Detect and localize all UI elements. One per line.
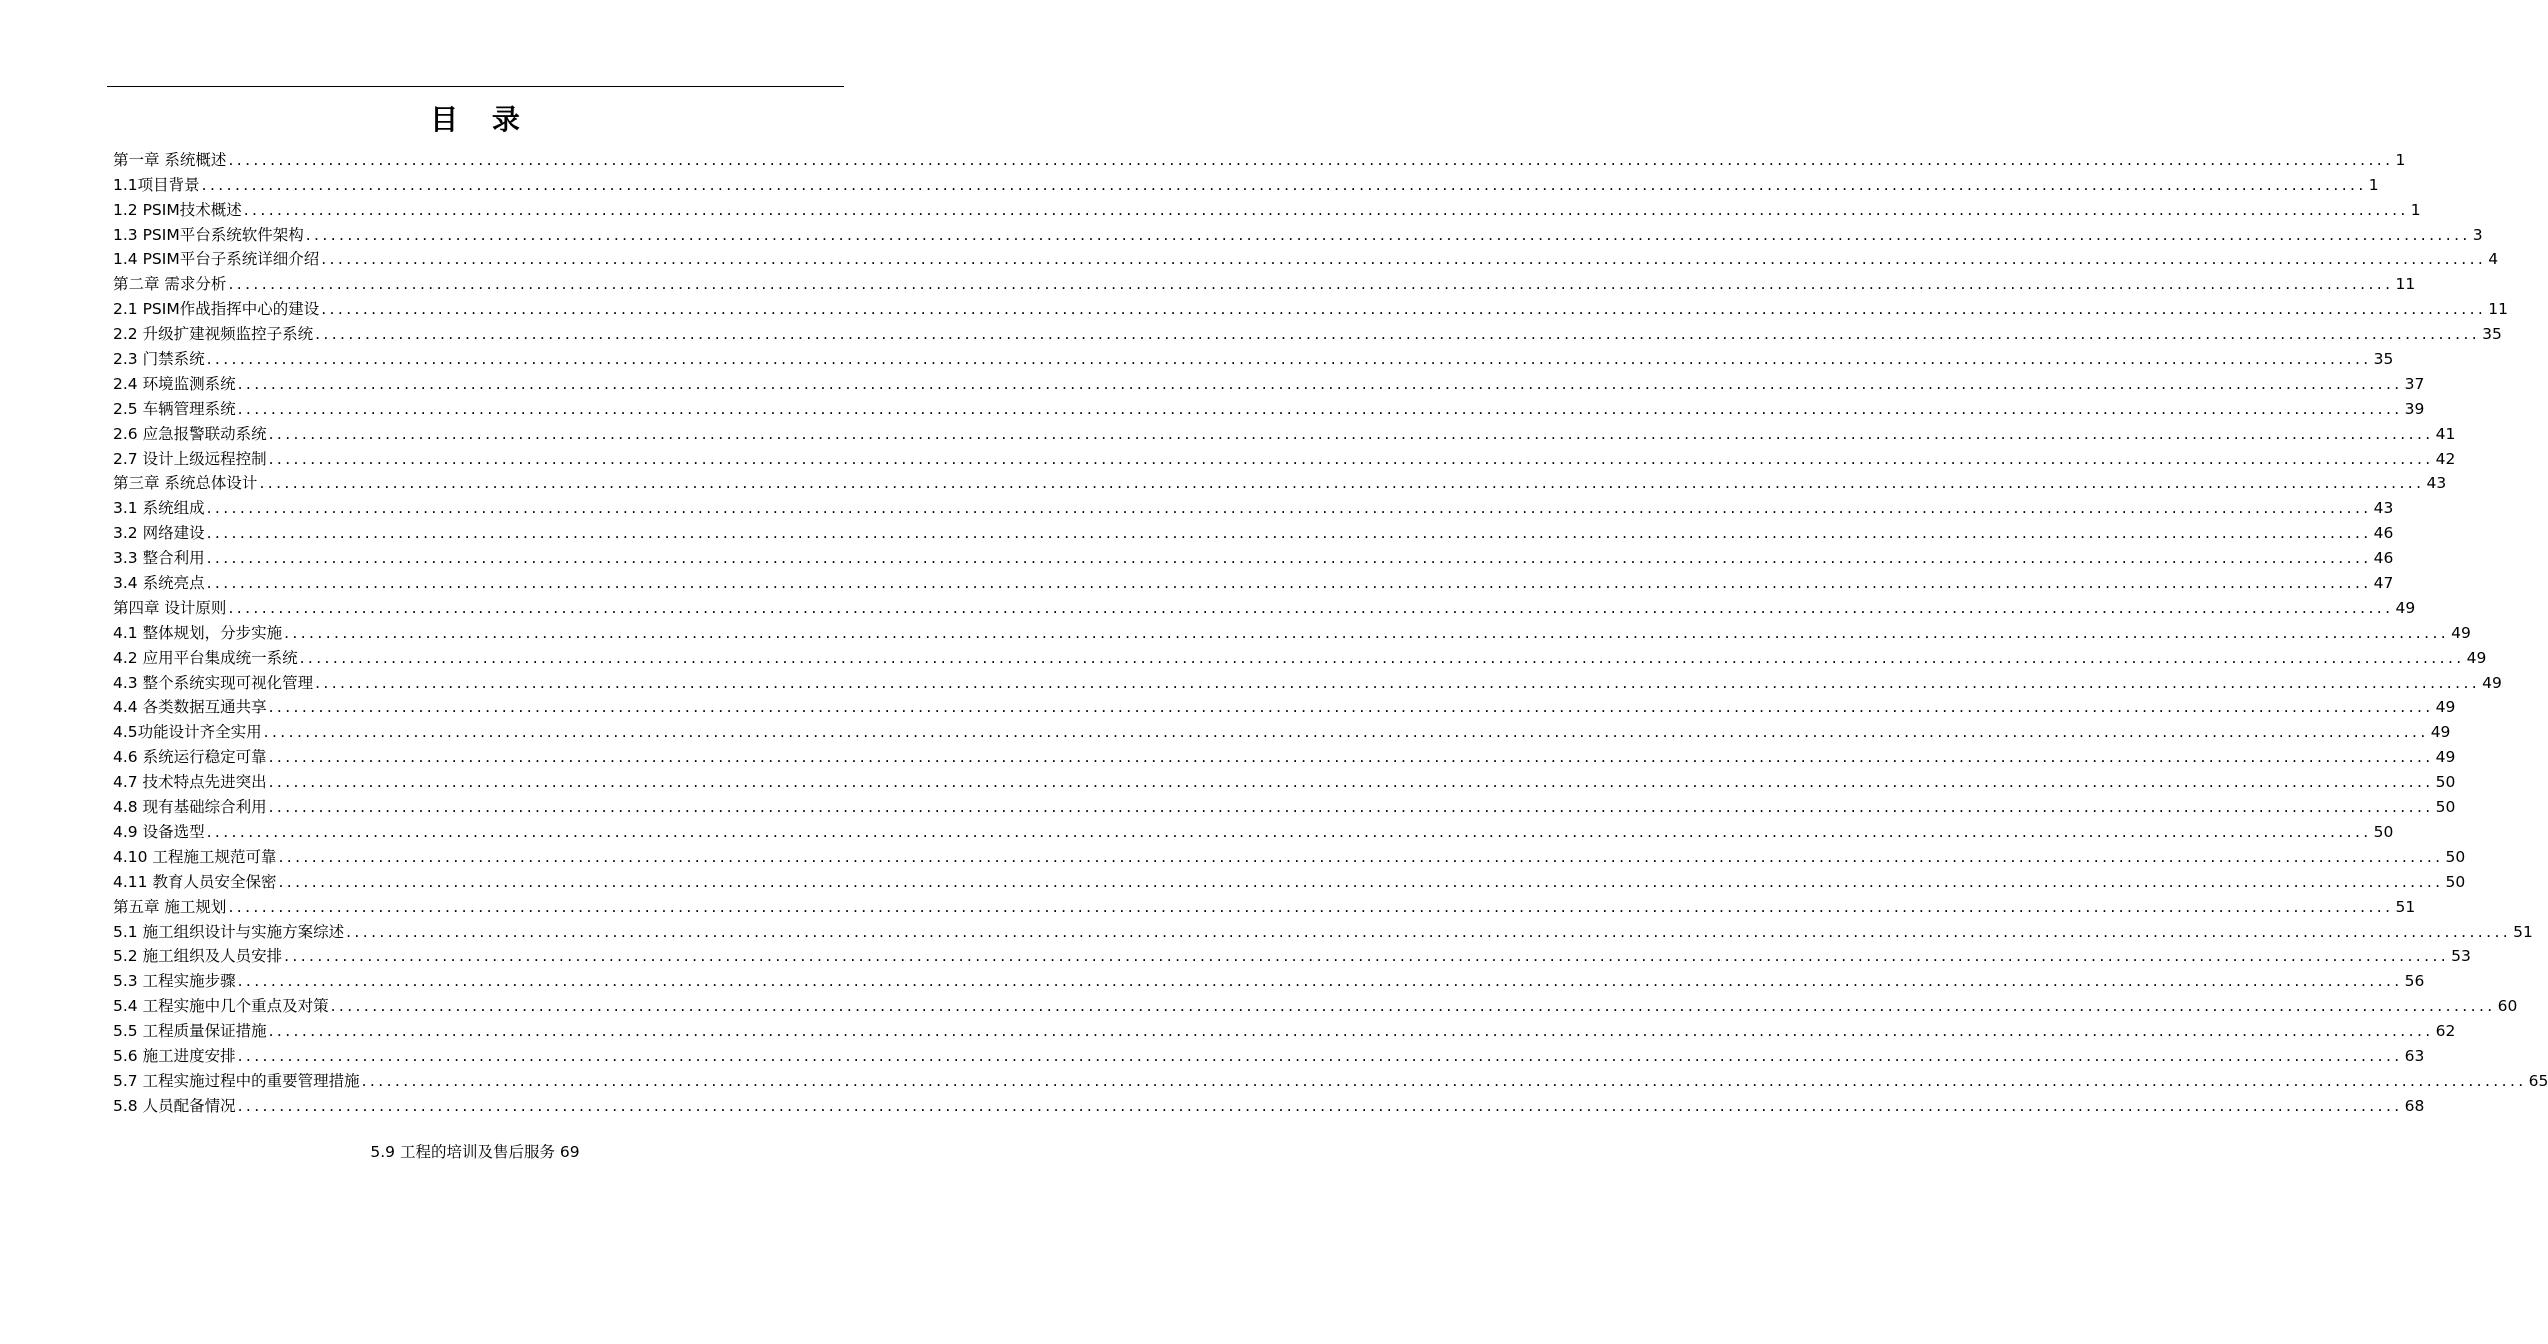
- toc-entry[interactable]: [113, 593, 2416, 618]
- toc-entry-page-number: 50: [2445, 847, 2466, 866]
- toc-entry-label: 4.3 整个系统实现可视化管理: [113, 673, 314, 692]
- toc-dot-leader: ....................................................................................................................................................................................................................................................................: [284, 947, 2450, 966]
- table-of-contents: [113, 145, 2548, 1116]
- toc-entry-label: 3.4 系统亮点: [113, 574, 205, 593]
- toc-entry[interactable]: [113, 269, 2416, 294]
- toc-dot-leader: ....................................................................................................................................................................................................................................................................: [237, 374, 2403, 393]
- toc-entry-label: 第二章 需求分析: [113, 275, 227, 294]
- toc-entry[interactable]: [113, 145, 2406, 170]
- toc-entry[interactable]: [113, 170, 2379, 195]
- toc-dot-leader: ....................................................................................................................................................................................................................................................................: [305, 225, 2471, 244]
- toc-entry[interactable]: [113, 917, 2533, 942]
- toc-entry-page-number: 49: [2395, 598, 2416, 617]
- toc-dot-leader: ....................................................................................................................................................................................................................................................................: [206, 822, 2372, 841]
- toc-entry-label: 5.1 施工组织设计与实施方案综述: [113, 922, 345, 941]
- toc-entry-label: 4.2 应用平台集成统一系统: [113, 648, 298, 667]
- toc-dot-leader: ....................................................................................................................................................................................................................................................................: [346, 922, 2512, 941]
- toc-entry[interactable]: [113, 942, 2471, 967]
- toc-entry-page-number: 50: [2435, 798, 2456, 817]
- toc-entry-label: 3.3 整合利用: [113, 549, 205, 568]
- toc-entry[interactable]: [113, 1066, 2548, 1091]
- toc-dot-leader: ....................................................................................................................................................................................................................................................................: [237, 1046, 2403, 1065]
- toc-dot-leader: ....................................................................................................................................................................................................................................................................: [268, 698, 2434, 717]
- toc-dot-leader: ....................................................................................................................................................................................................................................................................: [237, 399, 2403, 418]
- toc-entry-label: 2.7 设计上级远程控制: [113, 449, 267, 468]
- toc-entry-label: 1.1项目背景: [113, 175, 200, 194]
- toc-dot-leader: ....................................................................................................................................................................................................................................................................: [263, 723, 2429, 742]
- toc-entry-label: 4.10 工程施工规范可靠: [113, 847, 277, 866]
- toc-entry[interactable]: [113, 742, 2456, 767]
- toc-entry-label: 4.1 整体规划，分步实施: [113, 623, 283, 642]
- toc-entry-label: 5.5 工程质量保证措施: [113, 1022, 267, 1041]
- toc-entry[interactable]: [113, 319, 2502, 344]
- toc-entry-page-number: 11: [2488, 300, 2508, 319]
- toc-entry-page-number: 35: [2482, 325, 2502, 344]
- toc-entry[interactable]: [113, 643, 2487, 668]
- toc-entry-label: 5.3 工程实施步骤: [113, 972, 236, 991]
- toc-dot-leader: ....................................................................................................................................................................................................................................................................: [278, 872, 2444, 891]
- toc-dot-leader: ....................................................................................................................................................................................................................................................................: [321, 300, 2487, 319]
- toc-entry-label: 4.11 教育人员安全保密: [113, 872, 277, 891]
- toc-entry-label: 2.3 门禁系统: [113, 350, 205, 369]
- toc-entry[interactable]: [113, 220, 2483, 245]
- toc-entry-label: 5.2 施工组织及人员安排: [113, 947, 283, 966]
- toc-dot-leader: ....................................................................................................................................................................................................................................................................: [237, 1096, 2403, 1115]
- toc-dot-leader: ....................................................................................................................................................................................................................................................................: [243, 200, 2409, 219]
- toc-entry-page-number: 1: [2368, 175, 2379, 194]
- toc-entry-label: 4.6 系统运行稳定可靠: [113, 748, 267, 767]
- toc-entry-page-number: 49: [2430, 723, 2451, 742]
- toc-entry-label: 5.7 工程实施过程中的重要管理措施: [113, 1071, 360, 1090]
- toc-entry-label: 2.2 升级扩建视频监控子系统: [113, 325, 314, 344]
- toc-entry[interactable]: [113, 493, 2394, 518]
- toc-dot-leader: ....................................................................................................................................................................................................................................................................: [228, 897, 2394, 916]
- toc-entry-label: 4.5功能设计齐全实用: [113, 723, 262, 742]
- toc-entry-label: 第三章 系统总体设计: [113, 474, 258, 493]
- toc-entry[interactable]: [113, 568, 2394, 593]
- toc-entry-page-number: 43: [2373, 499, 2394, 518]
- toc-entry-label: 4.7 技术特点先进突出: [113, 773, 267, 792]
- toc-entry-page-number: 65: [2528, 1071, 2548, 1090]
- toc-entry[interactable]: [113, 991, 2518, 1016]
- toc-entry[interactable]: [113, 245, 2499, 270]
- toc-entry-page-number: 41: [2435, 424, 2456, 443]
- toc-dot-leader: ....................................................................................................................................................................................................................................................................: [206, 350, 2372, 369]
- toc-entry[interactable]: [113, 892, 2416, 917]
- toc-entry-page-number: 43: [2426, 474, 2447, 493]
- toc-dot-leader: ....................................................................................................................................................................................................................................................................: [268, 449, 2434, 468]
- toc-dot-leader: ....................................................................................................................................................................................................................................................................: [268, 798, 2434, 817]
- toc-entry-label: 1.3 PSIM平台系统软件架构: [113, 225, 304, 244]
- toc-dot-leader: ....................................................................................................................................................................................................................................................................: [228, 275, 2394, 294]
- toc-entry-page-number: 51: [2395, 897, 2416, 916]
- toc-entry[interactable]: [113, 1091, 2425, 1116]
- toc-entry[interactable]: [113, 543, 2394, 568]
- toc-dot-leader: ....................................................................................................................................................................................................................................................................: [361, 1071, 2527, 1090]
- toc-entry[interactable]: [113, 369, 2425, 394]
- toc-entry[interactable]: [113, 1016, 2456, 1041]
- toc-entry-page-number: 46: [2373, 549, 2394, 568]
- toc-entry-page-number: 49: [2451, 623, 2471, 642]
- toc-entry[interactable]: [113, 1041, 2425, 1066]
- toc-entry[interactable]: [113, 966, 2425, 991]
- toc-entry-page-number: 50: [2435, 773, 2456, 792]
- toc-dot-leader: ....................................................................................................................................................................................................................................................................: [268, 1022, 2434, 1041]
- toc-entry-label: 2.5 车辆管理系统: [113, 399, 236, 418]
- toc-dot-leader: ....................................................................................................................................................................................................................................................................: [268, 748, 2434, 767]
- page-title: 目 录: [430, 103, 532, 136]
- toc-entry-page-number: 68: [2404, 1096, 2425, 1115]
- toc-entry-page-number: 53: [2451, 947, 2471, 966]
- toc-entry-label: 第一章 系统概述: [113, 150, 227, 169]
- toc-entry[interactable]: [113, 693, 2456, 718]
- toc-entry-page-number: 60: [2497, 997, 2518, 1016]
- toc-entry-label: 4.8 现有基础综合利用: [113, 798, 267, 817]
- toc-dot-leader: ....................................................................................................................................................................................................................................................................: [228, 150, 2394, 169]
- toc-entry-page-number: 50: [2445, 872, 2466, 891]
- toc-dot-leader: ....................................................................................................................................................................................................................................................................: [228, 598, 2394, 617]
- toc-entry-page-number: 49: [2435, 698, 2456, 717]
- toc-entry-page-number: 63: [2404, 1046, 2425, 1065]
- toc-entry[interactable]: [113, 618, 2471, 643]
- toc-dot-leader: ....................................................................................................................................................................................................................................................................: [259, 474, 2425, 493]
- toc-entry-page-number: 37: [2404, 374, 2425, 393]
- toc-entry-label: 4.9 设备选型: [113, 822, 205, 841]
- toc-dot-leader: ....................................................................................................................................................................................................................................................................: [315, 325, 2481, 344]
- toc-entry[interactable]: [113, 394, 2425, 419]
- toc-entry-label: 2.6 应急报警联动系统: [113, 424, 267, 443]
- header-rule: [107, 86, 844, 87]
- toc-entry-label: 4.4 各类数据互通共享: [113, 698, 267, 717]
- toc-entry[interactable]: [113, 419, 2456, 444]
- toc-entry-label: 5.6 施工进度安排: [113, 1046, 236, 1065]
- toc-entry-page-number: 35: [2373, 350, 2394, 369]
- toc-entry-label: 3.1 系统组成: [113, 499, 205, 518]
- toc-entry-page-number: 1: [2395, 150, 2406, 169]
- toc-entry-page-number: 50: [2373, 822, 2394, 841]
- toc-entry-page-number: 3: [2472, 225, 2483, 244]
- toc-entry-label: 5.8 人员配备情况: [113, 1096, 236, 1115]
- toc-entry-page-number: 49: [2482, 673, 2502, 692]
- toc-entry-page-number: 47: [2373, 574, 2394, 593]
- toc-entry-page-number: 62: [2435, 1022, 2456, 1041]
- toc-entry-page-number: 42: [2435, 449, 2456, 468]
- toc-trailing-entry: 5.9 工程的培训及售后服务 69: [370, 1143, 580, 1161]
- toc-dot-leader: ....................................................................................................................................................................................................................................................................: [206, 549, 2372, 568]
- toc-dot-leader: ....................................................................................................................................................................................................................................................................: [315, 673, 2481, 692]
- toc-entry-page-number: 1: [2410, 200, 2421, 219]
- toc-entry-page-number: 49: [2466, 648, 2487, 667]
- toc-dot-leader: ....................................................................................................................................................................................................................................................................: [299, 648, 2465, 667]
- toc-entry[interactable]: [113, 294, 2508, 319]
- toc-dot-leader: ....................................................................................................................................................................................................................................................................: [237, 972, 2403, 991]
- toc-entry-label: 1.4 PSIM平台子系统详细介绍: [113, 250, 320, 269]
- toc-entry-label: 3.2 网络建设: [113, 524, 205, 543]
- toc-entry[interactable]: [113, 518, 2394, 543]
- toc-dot-leader: ....................................................................................................................................................................................................................................................................: [330, 997, 2496, 1016]
- toc-entry[interactable]: [113, 717, 2451, 742]
- toc-dot-leader: ....................................................................................................................................................................................................................................................................: [206, 499, 2372, 518]
- toc-dot-leader: ....................................................................................................................................................................................................................................................................: [268, 424, 2434, 443]
- toc-entry[interactable]: [113, 867, 2466, 892]
- toc-entry[interactable]: [113, 767, 2456, 792]
- toc-entry-page-number: 4: [2488, 250, 2499, 269]
- toc-dot-leader: ....................................................................................................................................................................................................................................................................: [206, 574, 2372, 593]
- toc-entry[interactable]: [113, 817, 2394, 842]
- toc-entry-label: 第四章 设计原则: [113, 598, 227, 617]
- toc-dot-leader: ....................................................................................................................................................................................................................................................................: [321, 250, 2487, 269]
- toc-entry-label: 第五章 施工规划: [113, 897, 227, 916]
- toc-dot-leader: ....................................................................................................................................................................................................................................................................: [284, 623, 2450, 642]
- toc-entry-page-number: 49: [2435, 748, 2456, 767]
- toc-entry-page-number: 39: [2404, 399, 2425, 418]
- toc-entry[interactable]: [113, 668, 2502, 693]
- toc-entry-page-number: 11: [2395, 275, 2416, 294]
- toc-entry-page-number: 46: [2373, 524, 2394, 543]
- toc-entry-page-number: 51: [2513, 922, 2533, 941]
- toc-entry-label: 2.4 环境监测系统: [113, 374, 236, 393]
- toc-dot-leader: ....................................................................................................................................................................................................................................................................: [278, 847, 2444, 866]
- toc-dot-leader: ....................................................................................................................................................................................................................................................................: [206, 524, 2372, 543]
- toc-dot-leader: ....................................................................................................................................................................................................................................................................: [201, 175, 2367, 194]
- toc-dot-leader: ....................................................................................................................................................................................................................................................................: [268, 773, 2434, 792]
- toc-entry-label: 1.2 PSIM技术概述: [113, 200, 242, 219]
- toc-entry-page-number: 56: [2404, 972, 2425, 991]
- toc-entry[interactable]: [113, 842, 2466, 867]
- toc-entry[interactable]: [113, 444, 2456, 469]
- toc-entry-label: 5.4 工程实施中几个重点及对策: [113, 997, 329, 1016]
- toc-entry[interactable]: [113, 469, 2447, 494]
- toc-entry[interactable]: [113, 792, 2456, 817]
- toc-entry[interactable]: [113, 344, 2394, 369]
- toc-entry[interactable]: [113, 195, 2421, 220]
- toc-entry-label: 2.1 PSIM作战指挥中心的建设: [113, 300, 320, 319]
